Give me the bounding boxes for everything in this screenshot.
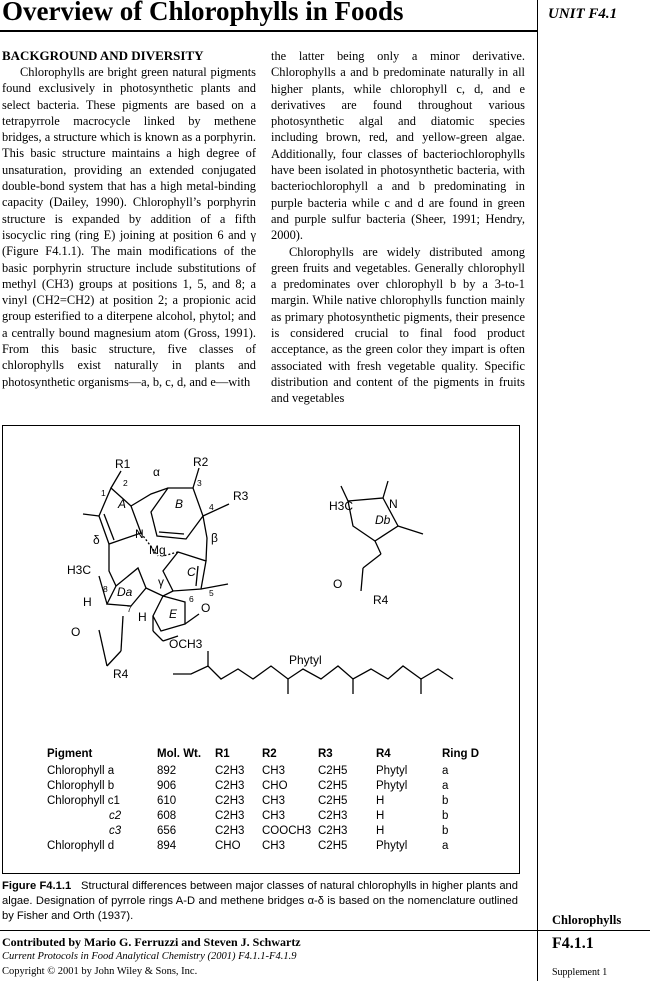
position-4: 4 bbox=[209, 502, 214, 512]
supplement-label: Supplement 1 bbox=[552, 967, 608, 978]
alpha-label: α bbox=[153, 465, 160, 479]
r4-label: R4 bbox=[373, 593, 389, 607]
ring-c-label: C bbox=[187, 565, 196, 579]
table-cell: C2H5 bbox=[318, 764, 348, 777]
table-cell: 608 bbox=[157, 809, 177, 822]
table-cell: b bbox=[442, 809, 449, 822]
table-cell: H bbox=[376, 824, 385, 837]
body-paragraph: Chlorophylls are bright green natural pigments found exclusively in photosynthetic plants and select bacteria. These pigments are based on a tetrapyrrole macrocycle linked by methene bridges, a structure which is known as a porphyrin. This basic structure maintains a high degree of unsaturation, providing an extended conjugated double-bond system that has a high metal-binding capacity (Dailey, 1990). Chlorophyll’s porphyrin structure is expanded by addition of a fifth isocyclic ring (ring E) joining at position 6 and γ (Figure F4.1.1). The main modifications of the basic porphyrin structure include substitutions of methyl (CH3) groups at positions 1, 5, and 8; a vinyl (CH2=CH2) at position 2; a propionic acid group esterified to a diterpene alcohol, phytol; and a centrally bound magnesium atom (Gross, 1991). From this basic structure, five classes of chlorophylls exist naturally in plants and photosynthetic organisms—a, b, c, d, and e—with bbox=[2, 65, 256, 389]
table-cell: H bbox=[376, 809, 385, 822]
h3c-label: H3C bbox=[67, 563, 92, 577]
margin-rule bbox=[537, 0, 538, 981]
table-cell: 656 bbox=[157, 824, 177, 837]
position-2: 2 bbox=[123, 478, 128, 488]
table-cell: Chlorophyll b bbox=[47, 779, 115, 792]
table-header-row bbox=[47, 746, 492, 763]
table-cell: COOCH3 bbox=[262, 824, 312, 837]
table-cell: C2H3 bbox=[215, 764, 245, 777]
table-cell: CH3 bbox=[262, 839, 286, 852]
och3-label: OCH3 bbox=[169, 637, 203, 651]
table-cell: CHO bbox=[262, 779, 288, 792]
table-cell: Chlorophyll a bbox=[47, 764, 115, 777]
phytyl-chain bbox=[173, 666, 453, 679]
table-header: R2 bbox=[262, 748, 277, 760]
table-cell: a bbox=[442, 779, 449, 792]
body-paragraph: the latter being only a minor derivative. Chlorophylls a and b predominate naturally in all higher plants, while chlorophyll c, d, and e derivatives are found throughout various photosynthetic algal and diatomic species including brown, red, and yellow-green algae. Additionally, four classes of bacteriochlorophylls have been isolated in photosynthetic bacteria, with bacteriochlorophyll a and b predominating in purple bacteria while c and d are found in green and purple sulfur bacteria (Sheer, 1991; Hendry, 2000). bbox=[271, 49, 525, 243]
table-cell: c3 bbox=[109, 824, 122, 837]
table-cell: C2H3 bbox=[215, 794, 245, 807]
o-label: O bbox=[71, 625, 81, 639]
table-cell: CH3 bbox=[262, 794, 286, 807]
table-cell: 892 bbox=[157, 764, 177, 777]
unit-label: UNIT F4.1 bbox=[548, 6, 618, 22]
h3c-label: H3C bbox=[329, 499, 354, 513]
table-row bbox=[47, 838, 492, 853]
table-cell: C2H5 bbox=[318, 794, 348, 807]
ring-da-label: Da bbox=[117, 585, 133, 599]
position-1: 1 bbox=[101, 488, 106, 498]
o-label: O bbox=[201, 601, 211, 615]
r4-label: R4 bbox=[113, 667, 129, 681]
table-cell: C2H3 bbox=[215, 824, 245, 837]
table-cell: Phytyl bbox=[376, 839, 408, 852]
delta-label: δ bbox=[93, 533, 100, 547]
table-cell: 906 bbox=[157, 779, 177, 792]
table-header: R4 bbox=[376, 748, 391, 760]
table-row bbox=[47, 793, 492, 808]
table-header: R3 bbox=[318, 748, 333, 760]
h-label: H bbox=[83, 595, 92, 609]
table-cell: CH3 bbox=[262, 809, 286, 822]
copyright-line: Copyright © 2001 by John Wiley & Sons, Inc. bbox=[2, 966, 198, 977]
pigment-table bbox=[47, 746, 492, 853]
figure-box bbox=[2, 425, 520, 874]
table-cell: b bbox=[442, 794, 449, 807]
journal-line: Current Protocols in Food Analytical Chemistry (2001) F4.1.1-F4.1.9 bbox=[2, 951, 297, 962]
position-8: 8 bbox=[103, 584, 108, 594]
o-label: O bbox=[333, 577, 343, 591]
table-cell: b bbox=[442, 824, 449, 837]
table-header: Mol. Wt. bbox=[157, 748, 202, 760]
table-row bbox=[47, 778, 492, 793]
position-6: 6 bbox=[189, 594, 194, 604]
n-label: N bbox=[135, 527, 144, 541]
table-row bbox=[47, 763, 492, 778]
section-heading: BACKGROUND AND DIVERSITY bbox=[2, 48, 204, 63]
ring-c bbox=[163, 552, 206, 591]
table-cell: CHO bbox=[215, 839, 241, 852]
ring-db-label: Db bbox=[375, 513, 391, 527]
text-column-right bbox=[271, 48, 525, 407]
caption-label: Figure F4.1.1 bbox=[2, 880, 72, 892]
contributor-line: Contributed by Mario G. Ferruzzi and Steven J. Schwartz bbox=[2, 935, 301, 949]
ring-b bbox=[151, 488, 203, 539]
figure-caption bbox=[2, 879, 518, 924]
table-cell: CH3 bbox=[262, 764, 286, 777]
sidebar-rule bbox=[538, 930, 650, 931]
page-title: Overview of Chlorophylls in Foods bbox=[2, 0, 404, 26]
header-rule bbox=[0, 30, 537, 32]
table-cell: Chlorophyll c1 bbox=[47, 794, 120, 807]
table-cell: C2H3 bbox=[318, 809, 348, 822]
phytyl-label: Phytyl bbox=[289, 653, 322, 667]
table-cell: H bbox=[376, 794, 385, 807]
ring-b-label: B bbox=[175, 497, 184, 511]
ring-e-label: E bbox=[169, 607, 178, 621]
table-cell: Chlorophyll d bbox=[47, 839, 115, 852]
table-cell: 610 bbox=[157, 794, 177, 807]
table-header: Pigment bbox=[47, 748, 93, 760]
table-cell: c2 bbox=[109, 809, 122, 822]
table-cell: Phytyl bbox=[376, 779, 408, 792]
table-header: Ring D bbox=[442, 748, 480, 760]
table-cell: C2H3 bbox=[215, 779, 245, 792]
r2-label: R2 bbox=[193, 455, 209, 469]
table-cell: 894 bbox=[157, 839, 177, 852]
position-5: 5 bbox=[209, 588, 214, 598]
table-cell: C2H3 bbox=[318, 824, 348, 837]
table-cell: a bbox=[442, 839, 449, 852]
ring-a-label: A bbox=[118, 497, 127, 511]
table-cell: Phytyl bbox=[376, 764, 408, 777]
position-3: 3 bbox=[197, 478, 202, 488]
table-row bbox=[47, 823, 492, 838]
table-cell: C2H3 bbox=[215, 809, 245, 822]
gamma-label: γ bbox=[158, 575, 164, 589]
position-7: 7 bbox=[127, 604, 132, 614]
n-label: N bbox=[389, 497, 398, 511]
mg-label: Mg bbox=[149, 543, 166, 557]
r1-label: R1 bbox=[115, 457, 131, 471]
caption-text: Structural differences between major classes of natural chlorophylls in higher plants and algae. Designation of pyrrole rings A-D and methene bridges α-δ is based on the nomenclature outlined by Fisher and Orth (1937). bbox=[2, 880, 518, 922]
body-paragraph: Chlorophylls are widely distributed among green fruits and vegetables. Generally chlorophyll a predominates over chlorophyll b by a 3-to-1 margin. While native chlorophylls function mainly as primary photosynthetic pigments, their presence is considered crucial to final food product acceptance, as the green color they impart is often associated with fresh vegetable quality. Specific distribution and content of the pigments in fruits and vegetables bbox=[271, 244, 525, 406]
table-cell: C2H5 bbox=[318, 839, 348, 852]
footer-rule bbox=[0, 930, 537, 931]
table-row bbox=[47, 808, 492, 823]
table-cell: C2H5 bbox=[318, 779, 348, 792]
h-label: H bbox=[138, 610, 147, 624]
beta-label: β bbox=[211, 531, 218, 545]
page-number: F4.1.1 bbox=[552, 935, 594, 952]
section-name: Chlorophylls bbox=[552, 913, 622, 927]
table-cell: a bbox=[442, 764, 449, 777]
text-column-left bbox=[2, 48, 256, 390]
table-header: R1 bbox=[215, 748, 230, 760]
r3-label: R3 bbox=[233, 489, 249, 503]
